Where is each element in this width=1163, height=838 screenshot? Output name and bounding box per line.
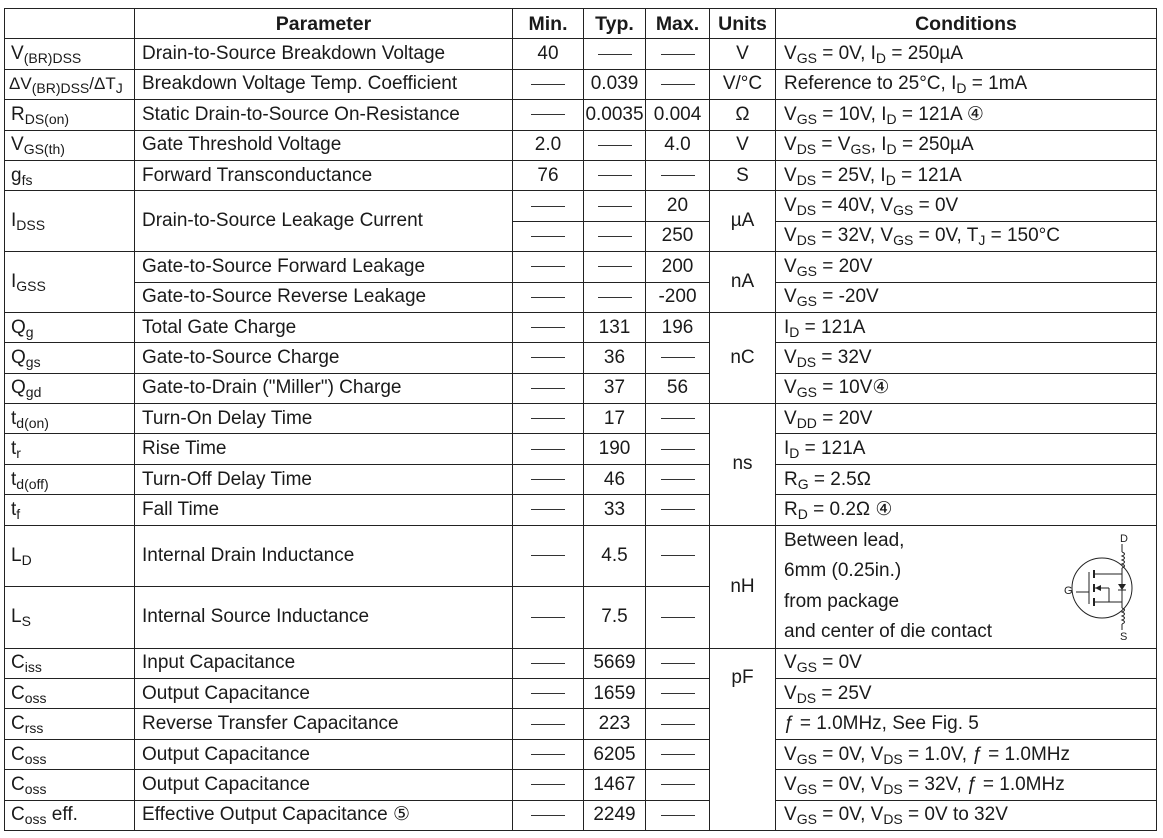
min-cell [513,495,584,525]
table-row [5,100,1157,130]
min-cell [513,464,584,494]
condition-cell: $V_{DS} = 40V$, $V_{GS} = 0V$ [776,191,1157,221]
max-cell: 0.004 [646,100,710,130]
table-row [5,464,1157,494]
symbol-cell: $t_f$ [5,495,135,525]
symbol-cell: $R_{DS(on)}$ [5,100,135,130]
min-cell [513,69,584,99]
max-cell [646,525,710,587]
min-cell [513,100,584,130]
unit-cell: V/°C [710,69,776,99]
max-cell [646,648,710,678]
max-cell: 4.0 [646,130,710,160]
condition-cell: ƒ = 1.0MHz, See Fig. 5 [776,709,1157,739]
unit-cell: Ω [710,100,776,130]
max-cell [646,69,710,99]
unit-cell: nC [710,312,776,403]
symbol-cell: $C_{oss}$ [5,679,135,709]
condition-cell: $V_{DD} = 20V$ [776,404,1157,434]
max-cell [646,434,710,464]
min-cell [513,191,584,221]
typ-cell: 190 [584,434,646,464]
table-row [5,434,1157,464]
symbol-cell: $Q_{gs}$ [5,343,135,373]
unit-cell: pF [710,648,776,830]
table-row [5,312,1157,342]
min-cell [513,739,584,769]
typ-cell [584,252,646,282]
unit-cell: V [710,130,776,160]
unit-cell: S [710,160,776,190]
min-cell [513,709,584,739]
symbol-cell: $C_{rss}$ [5,709,135,739]
condition-cell: $V_{GS} = 10V$, $I_D = 121A$ ④ [776,100,1157,130]
symbol-cell: $L_S$ [5,587,135,649]
condition-cell: $R_D = 0.2\Omega$ ④ [776,495,1157,525]
table-row [5,373,1157,403]
condition-cell: $V_{DS} = V_{GS}$, $I_D = 250\mu A$ [776,130,1157,160]
condition-cell: $I_D = 121A$ [776,312,1157,342]
min-header: Min. [513,9,584,39]
min-cell [513,343,584,373]
parameter-cell: Internal Drain Inductance [135,525,513,587]
parameter-cell: Input Capacitance [135,648,513,678]
typ-cell: 36 [584,343,646,373]
symbol-cell: $g_{fs}$ [5,160,135,190]
condition-line: Between lead, [784,529,905,551]
condition-line: from package [784,590,900,612]
parameter-cell: Breakdown Voltage Temp. Coefficient [135,69,513,99]
typ-cell: 1467 [584,770,646,800]
table-row [5,495,1157,525]
min-cell [513,648,584,678]
max-cell: 56 [646,373,710,403]
unit-cell: µA [710,191,776,252]
parameter-cell: Turn-On Delay Time [135,404,513,434]
condition-cell: $R_G = 2.5\Omega$ [776,464,1157,494]
parameter-cell: Gate Threshold Voltage [135,130,513,160]
max-cell [646,343,710,373]
min-cell [513,221,584,251]
symbol-cell: $Q_g$ [5,312,135,342]
typ-header: Typ. [584,9,646,39]
table-row [5,191,1157,221]
symbol-cell: $C_{iss}$ [5,648,135,678]
typ-cell: 37 [584,373,646,403]
typ-cell [584,191,646,221]
symbol-cell: $C_{oss}$ eff. [5,800,135,830]
parameter-cell: Drain-to-Source Leakage Current [135,191,513,252]
max-cell [646,160,710,190]
table-row [5,252,1157,282]
parameter-cell: Fall Time [135,495,513,525]
symbol-cell: $t_{d(on)}$ [5,404,135,434]
condition-cell: Reference to 25°C, $I_D = 1mA$ [776,69,1157,99]
parameter-cell: Output Capacitance [135,679,513,709]
parameter-cell: Reverse Transfer Capacitance [135,709,513,739]
symbol-cell: $V_{GS(th)}$ [5,130,135,160]
parameter-cell: Gate-to-Source Charge [135,343,513,373]
min-cell [513,525,584,587]
typ-cell [584,282,646,312]
max-header: Max. [646,9,710,39]
condition-cell: $V_{DS} = 32V$, $V_{GS} = 0V$, $T_J = 150^\circ C$ [776,221,1157,251]
parameter-cell: Internal Source Inductance [135,587,513,649]
typ-cell: 2249 [584,800,646,830]
table-row [5,648,1157,678]
table-row [5,679,1157,709]
symbol-cell: $Q_{gd}$ [5,373,135,403]
min-cell [513,312,584,342]
typ-cell: 223 [584,709,646,739]
symbol-cell: $\Delta V_{(BR)DSS}/\Delta T_J$ [5,69,135,99]
mosfet-schematic-icon [1064,532,1144,642]
parameter-cell: Turn-Off Delay Time [135,464,513,494]
condition-line: 6mm (0.25in.) [784,560,902,582]
table-row [5,739,1157,769]
typ-cell: 0.0035 [584,100,646,130]
symbol-cell: $t_{d(off)}$ [5,464,135,494]
units-header: Units [710,9,776,39]
condition-cell: $V_{GS} = -20V$ [776,282,1157,312]
table-row [5,39,1157,69]
symbol-cell: $I_{GSS}$ [5,252,135,313]
max-cell [646,709,710,739]
max-cell [646,404,710,434]
typ-cell: 33 [584,495,646,525]
symbol-cell: $L_D$ [5,525,135,587]
electrical-characteristics-table [4,8,1157,831]
typ-cell: 7.5 [584,587,646,649]
symbol-cell: $C_{oss}$ [5,770,135,800]
parameter-header: Parameter [135,9,513,39]
condition-cell: $V_{GS}$ = 10V④ [776,373,1157,403]
min-cell [513,587,584,649]
max-cell: 196 [646,312,710,342]
unit-cell: ns [710,404,776,526]
max-cell: 250 [646,221,710,251]
min-cell [513,679,584,709]
typ-cell: 5669 [584,648,646,678]
typ-cell [584,130,646,160]
table-row [5,404,1157,434]
symbol-cell: $I_{DSS}$ [5,191,135,252]
unit-cell: V [710,39,776,69]
max-cell: 20 [646,191,710,221]
gate-label: G [1064,584,1073,597]
typ-cell [584,39,646,69]
symbol-cell: $V_{(BR)DSS}$ [5,39,135,69]
typ-cell: 1659 [584,679,646,709]
header-row [5,9,1157,39]
parameter-cell: Effective Output Capacitance ⑤ [135,800,513,830]
condition-cell: $I_D = 121A$ [776,434,1157,464]
min-cell [513,252,584,282]
condition-cell [776,525,1157,648]
min-cell: 40 [513,39,584,69]
condition-cell: $V_{GS} = 0V$, $I_D = 250\mu A$ [776,39,1157,69]
min-cell: 2.0 [513,130,584,160]
typ-cell: 17 [584,404,646,434]
table-row [5,343,1157,373]
parameter-cell: Drain-to-Source Breakdown Voltage [135,39,513,69]
parameter-cell: Gate-to-Source Reverse Leakage [135,282,513,312]
conditions-header: Conditions [776,9,1157,39]
condition-cell: $V_{GS} = 0V$ [776,648,1157,678]
table-row [5,69,1157,99]
typ-cell: 131 [584,312,646,342]
parameter-cell: Gate-to-Drain ("Miller") Charge [135,373,513,403]
parameter-cell: Gate-to-Source Forward Leakage [135,252,513,282]
table-row [5,770,1157,800]
max-cell [646,739,710,769]
condition-cell: $V_{GS} = 0V$, $V_{DS} = 32V$, ƒ = 1.0MHz [776,770,1157,800]
unit-cell: nH [710,525,776,648]
unit-cell: nA [710,252,776,313]
min-cell [513,770,584,800]
table-row [5,800,1157,830]
max-cell [646,39,710,69]
min-cell [513,800,584,830]
parameter-cell: Total Gate Charge [135,312,513,342]
condition-cell: $V_{DS} = 32V$ [776,343,1157,373]
source-label: S [1120,630,1128,642]
max-cell [646,800,710,830]
min-cell: 76 [513,160,584,190]
typ-cell [584,160,646,190]
drain-label: D [1120,532,1128,545]
typ-cell: 6205 [584,739,646,769]
parameter-cell: Output Capacitance [135,739,513,769]
parameter-cell: Forward Transconductance [135,160,513,190]
min-cell [513,373,584,403]
symbol-cell: $t_r$ [5,434,135,464]
max-cell: -200 [646,282,710,312]
min-cell [513,282,584,312]
table-row [5,709,1157,739]
table-row [5,525,1157,587]
max-cell: 200 [646,252,710,282]
parameter-cell: Rise Time [135,434,513,464]
max-cell [646,587,710,649]
condition-cell: $V_{GS} = 0V$, $V_{DS} = 1.0V$, ƒ = 1.0MHz [776,739,1157,769]
typ-cell: 4.5 [584,525,646,587]
symbol-header [5,9,135,39]
condition-cell: $V_{DS} = 25V$, $I_D = 121A$ [776,160,1157,190]
max-cell [646,770,710,800]
parameter-cell: Static Drain-to-Source On-Resistance [135,100,513,130]
typ-cell: 46 [584,464,646,494]
condition-cell: $V_{GS} = 0V$, $V_{DS} = 0V$ to 32V [776,800,1157,830]
max-cell [646,495,710,525]
parameter-cell: Output Capacitance [135,770,513,800]
max-cell [646,464,710,494]
condition-line: and center of die contact [784,621,993,643]
table-row [5,130,1157,160]
table-row [5,282,1157,312]
typ-cell: 0.039 [584,69,646,99]
table-row [5,160,1157,190]
condition-cell: $V_{GS} = 20V$ [776,252,1157,282]
typ-cell [584,221,646,251]
condition-cell: $V_{DS} = 25V$ [776,679,1157,709]
max-cell [646,679,710,709]
min-cell [513,404,584,434]
symbol-cell: $C_{oss}$ [5,739,135,769]
spec-table-container [4,8,1156,831]
min-cell [513,434,584,464]
